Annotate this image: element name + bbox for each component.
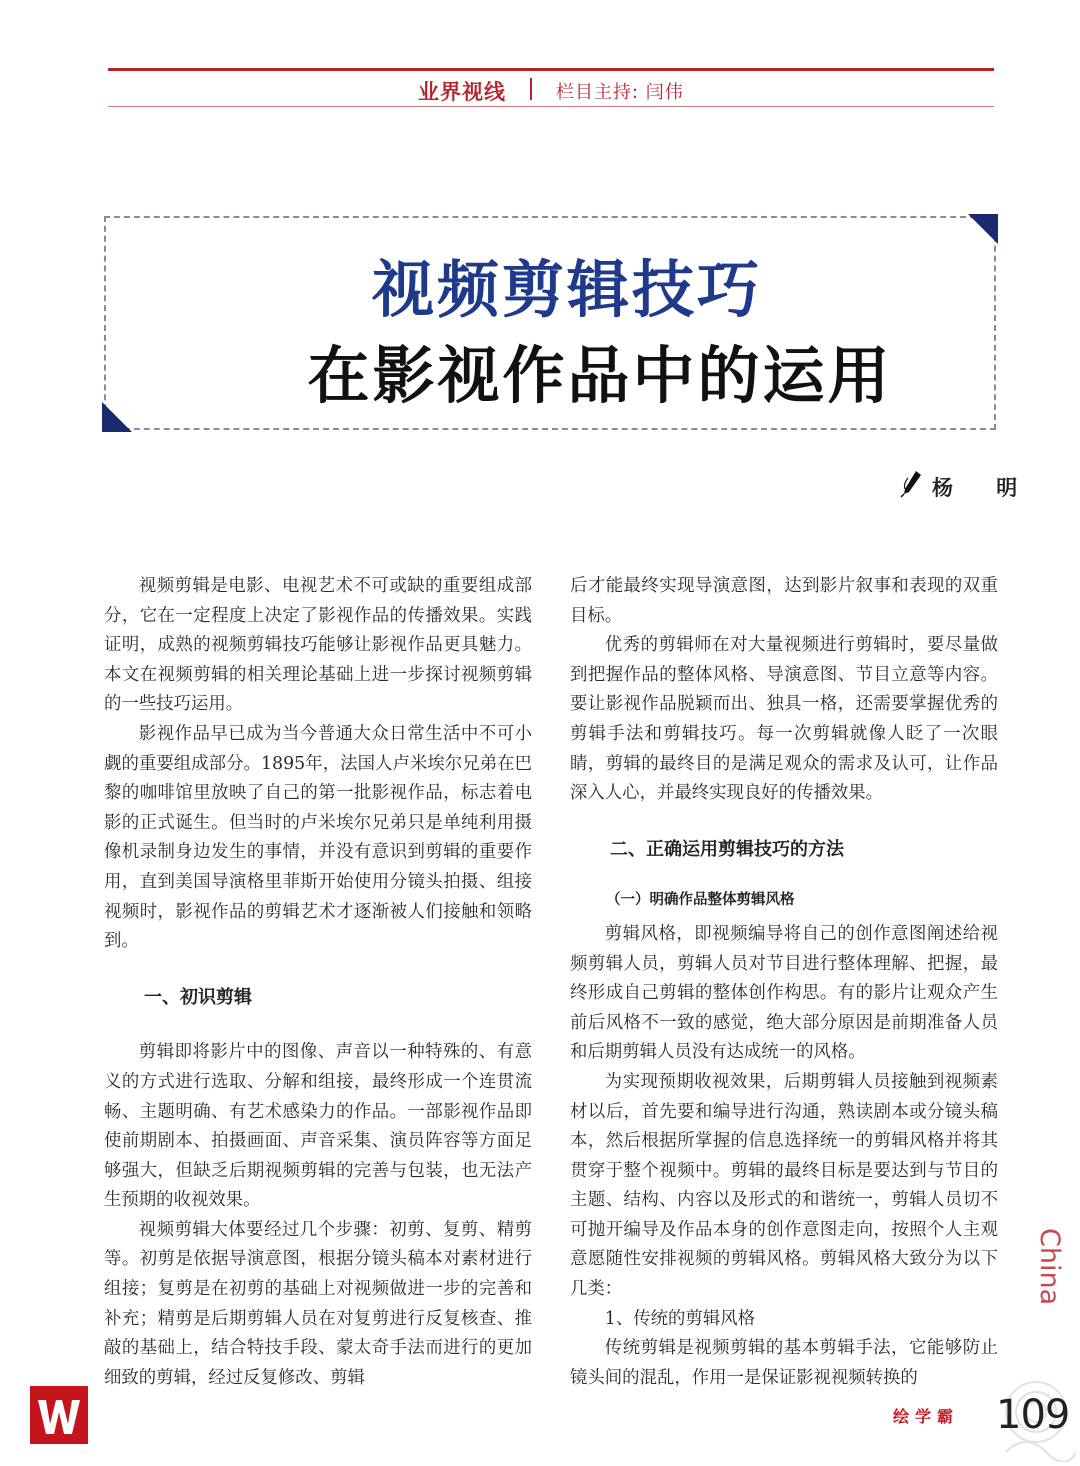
paragraph: 优秀的剪辑师在对大量视频进行剪辑时，要尽量做到把握作品的整体风格、导演意图、节目立意等内容。要让影视作品脱颖而出、独具一格，还需要掌握优秀的剪辑手法和剪辑技巧。每一次剪辑就像人眨了一次眼睛，剪辑的最终目的是满足观众的需求及认可，让作品深入人心，并最终实现良好的传播效果。 [570, 635, 998, 804]
article-title-line2: 在影视作品中的运用 [307, 339, 893, 412]
pen-icon [900, 470, 922, 498]
paragraph: 后才能最终实现导演意图，达到影片叙事和表现的双重目标。 [570, 576, 998, 626]
subsection-heading: （一）明确作品整体剪辑风格 [606, 892, 795, 909]
paragraph: 剪辑即将影片中的图像、声音以一种特殊的、有意义的方式进行选取、分解和组接，最终形成一个连贯流畅、主题明确、有艺术感染力的作品。一部影视作品即使前期剧本、拍摄画面、声音采集、演员阵容等方面足够强大，但缺乏后期视频剪辑的完善与包装，也无法产生预期的收视效果。 [104, 1042, 532, 1211]
paragraph: 传统剪辑是视频剪辑的基本剪辑手法，它能够防止镜头间的混乱，作用一是保证影视视频转换的 [570, 1338, 998, 1388]
header-top-rule [108, 68, 994, 71]
section-heading: 一、初识剪辑 [144, 986, 252, 1008]
magazine-name: China [1034, 1228, 1065, 1306]
section-name: 业界视线 [418, 80, 506, 104]
article-title-line1: 视频剪辑技巧 [371, 253, 762, 326]
column-host: 栏目主持: 闫伟 [556, 82, 684, 103]
footer-brand: 绘学霸 [893, 1407, 960, 1426]
list-item-heading: 1、传统的剪辑风格 [604, 1308, 755, 1329]
paragraph: 影视作品早已成为当今普通大众日常生活中不可小觑的重要组成部分。1895年，法国人卢米埃尔兄弟在巴黎的咖啡馆里放映了自己的第一批影视作品，标志着电影的正式诞生。但当时的卢米埃尔兄弟只是单纯利用摄像机录制身边发生的事情，并没有意识到剪辑的重要作用，直到美国导演格里菲斯开始使用分镜头拍摄、组接视频时，影视作品的剪辑艺术才逐渐被人们接触和领略到。 [104, 723, 532, 952]
paragraph: 视频剪辑是电影、电视艺术不可或缺的重要组成部分，它在一定程度上决定了影视作品的传播效果。实践证明，成熟的视频剪辑技巧能够让影视作品更具魅力。本文在视频剪辑的相关理论基础上进一步探讨视频剪辑的一些技巧运用。 [104, 576, 532, 715]
section-heading: 二、正确运用剪辑技巧的方法 [610, 838, 844, 860]
paragraph: 视频剪辑大体要经过几个步骤：初剪、复剪、精剪等。初剪是依据导演意图，根据分镜头稿本对素材进行组接；复剪是在初剪的基础上对视频做进一步的完善和补充；精剪是后期剪辑人员在对复剪进行反复核查、推敲的基础上，结合特技手段、蒙太奇手法而进行的更加细致的剪辑，经过反复修改、剪辑 [104, 1219, 532, 1388]
paragraph: 剪辑风格，即视频编导将自己的创作意图阐述给视频剪辑人员，剪辑人员对节目进行整体理解、把握，最终形成自己剪辑的整体创作构思。有的影片让观众产生前后风格不一致的感觉，绝大部分原因是前期准备人员和后期剪辑人员没有达成统一的风格。 [570, 923, 998, 1063]
author-name: 杨 明 [932, 476, 1036, 500]
body-column-left [104, 572, 532, 1393]
header-divider [530, 78, 532, 100]
paragraph: 为实现预期收视效果，后期剪辑人员接触到视频素材以后，首先要和编导进行沟通，熟读剧本或分镜头稿本，然后根据所掌握的信息选择统一的剪辑风格并将其贯穿于整个视频中。剪辑的最终目标是要达到与节目的主题、结构、内容以及形式的和谐统一，剪辑人员切不可抛开编导及作品本身的创作意图走向，按照个人主观意愿随性安排视频的剪辑风格。剪辑风格大致分为以下几类： [570, 1071, 998, 1300]
body-column-right [570, 572, 998, 1393]
publisher-logo [30, 1386, 88, 1444]
header-bottom-rule [108, 106, 994, 107]
page-number: 109 [996, 1392, 1070, 1438]
